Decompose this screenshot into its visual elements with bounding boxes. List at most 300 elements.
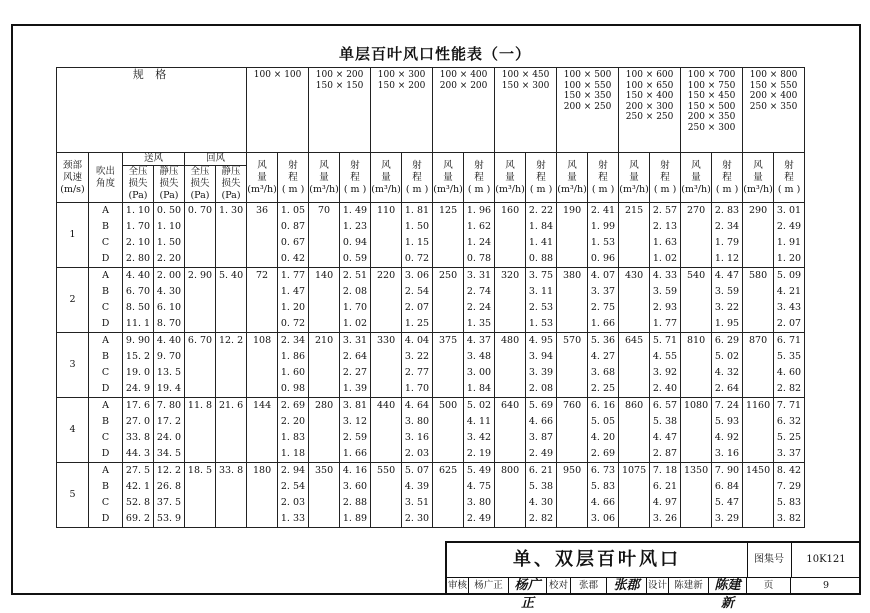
throw-cell xyxy=(402,203,433,268)
table-cell-value: 5. 47 xyxy=(714,497,740,508)
table-cell-value: 2. 82 xyxy=(528,513,554,524)
throw-cell xyxy=(526,463,557,528)
supply-total-loss-header xyxy=(123,166,154,203)
table-cell-value: 7. 80 xyxy=(156,400,182,411)
drawing-name: 单、双层百叶风口 xyxy=(447,543,748,578)
table-cell-value: 570 xyxy=(562,335,582,346)
angle-cell-stack xyxy=(89,463,122,527)
airflow-cell-stack xyxy=(619,203,649,219)
airflow-cell-stack xyxy=(619,463,649,479)
throw-cell-stack xyxy=(340,268,370,332)
supply-total-loss-cell xyxy=(123,203,154,268)
throw-header-line: ( m ) xyxy=(467,183,491,195)
table-cell-value: 2. 00 xyxy=(156,270,182,281)
table-cell-value: 24. 0 xyxy=(156,432,182,443)
table-cell-value: 2. 22 xyxy=(528,205,554,216)
table-cell-value: 4. 32 xyxy=(714,367,740,378)
return-static-loss-cell-stack xyxy=(216,268,246,284)
table-cell-value: B xyxy=(102,221,109,232)
table-cell-value: 6. 71 xyxy=(776,335,802,346)
throw-cell-stack xyxy=(464,463,494,527)
review-label: 审核 xyxy=(447,577,469,595)
throw-cell-stack xyxy=(712,463,742,527)
airflow-cell-stack xyxy=(247,333,277,349)
table-cell-value: 69. 2 xyxy=(125,513,151,524)
size-header xyxy=(371,68,433,153)
velocity-group-row xyxy=(57,333,867,398)
table-cell-value: 2. 34 xyxy=(280,335,306,346)
table-cell-value: 0. 87 xyxy=(280,221,306,232)
table-cell-value: 540 xyxy=(686,270,706,281)
table-cell-value: 1. 53 xyxy=(528,318,554,329)
table-cell-value: 1. 39 xyxy=(342,383,368,394)
table-cell-value: 4. 66 xyxy=(590,497,616,508)
throw-cell-stack xyxy=(464,268,494,332)
table-cell-value: 4. 21 xyxy=(776,286,802,297)
throw-cell-stack xyxy=(464,203,494,267)
supply-static-loss-cell xyxy=(154,398,185,463)
table-cell-value: 1. 95 xyxy=(714,318,740,329)
table-cell-value: 2. 49 xyxy=(466,513,492,524)
throw-cell-stack xyxy=(340,203,370,267)
table-cell-value: D xyxy=(101,318,110,329)
throw-cell-stack xyxy=(402,268,432,332)
atlas-number: 10K121 xyxy=(791,543,861,578)
table-cell-value: 3. 37 xyxy=(590,286,616,297)
size-label: 150 × 400 xyxy=(625,91,674,101)
static-loss-line: 静压 xyxy=(221,166,241,177)
table-cell-value: 2. 77 xyxy=(404,367,430,378)
throw-cell xyxy=(588,268,619,333)
size-label: 200 × 400 xyxy=(749,91,798,101)
table-cell-value: 6. 29 xyxy=(714,335,740,346)
return-static-loss-header xyxy=(216,166,247,203)
table-cell-value: 550 xyxy=(376,465,396,476)
airflow-cell xyxy=(247,398,278,463)
throw-cell-stack xyxy=(278,203,308,267)
table-cell-value: 1. 62 xyxy=(466,221,492,232)
table-cell-value: 0. 72 xyxy=(280,318,306,329)
throw-cell-stack xyxy=(402,398,432,462)
table-cell-value: 640 xyxy=(500,400,520,411)
table-cell-value: A xyxy=(102,205,109,216)
size-label: 200 × 300 xyxy=(625,101,674,112)
throw-header-line: 射 xyxy=(722,159,732,171)
airflow-cell-stack xyxy=(619,333,649,349)
size-label: 250 × 250 xyxy=(625,112,674,122)
table-cell-value: D xyxy=(101,448,110,459)
table-cell-value: 1. 66 xyxy=(342,448,368,459)
table-cell-value: 1350 xyxy=(683,465,709,476)
table-cell-value: 375 xyxy=(438,335,458,346)
table-cell-value: 13. 5 xyxy=(156,367,182,378)
size-label: 250 × 300 xyxy=(687,122,736,133)
airflow-cell xyxy=(495,203,526,268)
supply-total-loss-cell-stack xyxy=(123,333,153,397)
airflow-header-line: 量 xyxy=(567,171,577,183)
throw-cell-stack xyxy=(650,203,680,267)
airflow-cell-stack xyxy=(681,268,711,284)
throw-header-line: 程 xyxy=(784,171,794,183)
throw-cell xyxy=(402,333,433,398)
airflow-cell xyxy=(681,203,712,268)
table-cell-value: 1. 24 xyxy=(466,237,492,248)
table-cell-value: B xyxy=(102,481,109,492)
designer-signature: 陈建新 xyxy=(709,577,747,595)
velocity-group-row xyxy=(57,268,867,333)
return-total-loss-header xyxy=(185,166,216,203)
total-loss-line: 损失 xyxy=(190,178,210,189)
table-cell-value: 4. 47 xyxy=(714,270,740,281)
supply-static-loss-header xyxy=(154,166,185,203)
table-cell-value: 2. 54 xyxy=(280,481,306,492)
signature-row xyxy=(447,577,861,611)
table-cell-value: 2. 64 xyxy=(342,351,368,362)
table-cell-value: 5. 71 xyxy=(652,335,678,346)
supply-static-loss-cell xyxy=(154,333,185,398)
table-cell-value: C xyxy=(101,237,110,248)
table-cell-value: 4. 40 xyxy=(156,335,182,346)
table-cell-value: 4. 16 xyxy=(342,465,368,476)
airflow-cell-stack xyxy=(681,463,711,479)
airflow-cell xyxy=(619,203,650,268)
neck-velocity-cell: 1 xyxy=(57,203,89,268)
table-cell-value: 6. 16 xyxy=(590,400,616,411)
airflow-cell-stack xyxy=(433,398,463,414)
throw-header-line: 射 xyxy=(474,159,484,171)
table-cell-value: 870 xyxy=(748,335,768,346)
table-cell-value: 1. 96 xyxy=(466,205,492,216)
table-cell-value: 12. 2 xyxy=(218,335,244,346)
throw-cell-stack xyxy=(402,203,432,267)
airflow-cell xyxy=(681,268,712,333)
checker-signature: 张郡 xyxy=(607,577,647,595)
airflow-cell-stack xyxy=(495,333,525,349)
table-cell-value: 5. 69 xyxy=(528,400,554,411)
airflow-cell-stack xyxy=(371,203,401,219)
angle-header-line: 吹出 xyxy=(95,165,115,177)
airflow-cell xyxy=(371,268,402,333)
table-cell-value: 625 xyxy=(438,465,458,476)
neck-velocity-cell: 5 xyxy=(57,463,89,528)
table-cell-value: 2. 57 xyxy=(652,205,678,216)
check-label: 校对 xyxy=(547,577,571,595)
table-cell-value: 3. 31 xyxy=(342,335,368,346)
throw-cell xyxy=(278,203,309,268)
airflow-header xyxy=(619,153,650,203)
table-cell-value: 1. 41 xyxy=(528,237,554,248)
table-cell-value: 1. 91 xyxy=(776,237,802,248)
table-cell-value: 3. 01 xyxy=(776,205,802,216)
throw-cell-stack xyxy=(278,463,308,527)
table-cell-value: D xyxy=(101,253,110,264)
table-cell-value: 1. 05 xyxy=(280,205,306,216)
table-cell-value: 17. 2 xyxy=(156,416,182,427)
table-cell-value: 350 xyxy=(314,465,334,476)
table-cell-value: 2. 88 xyxy=(342,497,368,508)
table-cell-value: 3. 59 xyxy=(714,286,740,297)
table-cell-value: 33. 8 xyxy=(218,465,244,476)
airflow-cell-stack xyxy=(557,463,587,479)
throw-header xyxy=(712,153,743,203)
throw-cell-stack xyxy=(774,398,804,462)
velocity-group-row xyxy=(57,398,867,463)
table-cell-value: 5. 02 xyxy=(466,400,492,411)
static-loss-line: (Pa) xyxy=(159,190,179,201)
table-cell-value: 15. 2 xyxy=(125,351,151,362)
table-cell-value: 4. 37 xyxy=(466,335,492,346)
supply-total-loss-cell xyxy=(123,268,154,333)
table-cell-value: 215 xyxy=(624,205,644,216)
throw-header-line: 射 xyxy=(350,159,360,171)
size-label: 100 × 200 xyxy=(315,70,364,80)
table-cell-value: 5. 09 xyxy=(776,270,802,281)
throw-cell-stack xyxy=(774,203,804,267)
table-cell-value: 3. 59 xyxy=(652,286,678,297)
table-cell-value: 500 xyxy=(438,400,458,411)
table-cell-value: 1. 89 xyxy=(342,513,368,524)
airflow-header-line: 量 xyxy=(753,171,763,183)
angle-header xyxy=(89,153,123,203)
table-cell-value: 0. 72 xyxy=(404,253,430,264)
airflow-header-line: (m³/h) xyxy=(743,183,773,195)
airflow-cell-stack xyxy=(309,203,339,219)
table-cell-value: 480 xyxy=(500,335,520,346)
table-cell-value: 760 xyxy=(562,400,582,411)
airflow-cell xyxy=(743,333,774,398)
table-cell-value: 2. 83 xyxy=(714,205,740,216)
throw-cell xyxy=(340,203,371,268)
table-cell-value: 2. 93 xyxy=(652,302,678,313)
throw-cell xyxy=(774,398,805,463)
airflow-cell xyxy=(247,463,278,528)
table-cell-value: D xyxy=(101,383,110,394)
table-cell-value: 1. 81 xyxy=(404,205,430,216)
table-cell-value: 0. 94 xyxy=(342,237,368,248)
table-cell-value: 4. 47 xyxy=(652,432,678,443)
throw-cell xyxy=(774,463,805,528)
supply-header: 送风 xyxy=(123,153,185,166)
table-cell-value: 3. 75 xyxy=(528,270,554,281)
airflow-header-line: 风 xyxy=(443,159,453,171)
airflow-header xyxy=(371,153,402,203)
table-cell-value: 4. 40 xyxy=(125,270,151,281)
table-cell-value: 1080 xyxy=(683,400,709,411)
table-cell-value: 3. 22 xyxy=(404,351,430,362)
table-cell-value: 5. 38 xyxy=(652,416,678,427)
table-cell-value: 1. 60 xyxy=(280,367,306,378)
throw-cell-stack xyxy=(588,203,618,267)
table-cell-value: C xyxy=(101,497,110,508)
table-cell-value: 2. 64 xyxy=(714,383,740,394)
size-header xyxy=(681,68,743,153)
throw-cell-stack xyxy=(278,333,308,397)
airflow-header-line: 风 xyxy=(691,159,701,171)
throw-cell-stack xyxy=(650,398,680,462)
table-cell-value: 1. 79 xyxy=(714,237,740,248)
airflow-header-line: (m³/h) xyxy=(557,183,587,195)
throw-header-line: 射 xyxy=(598,159,608,171)
airflow-header-line: 量 xyxy=(257,171,267,183)
checker-name: 张郡 xyxy=(571,577,607,595)
throw-cell-stack xyxy=(340,333,370,397)
total-loss-line: 损失 xyxy=(128,178,148,189)
airflow-header-line: 风 xyxy=(381,159,391,171)
size-label: 200 × 350 xyxy=(687,112,736,122)
throw-cell xyxy=(712,463,743,528)
table-cell-value: 5. 35 xyxy=(776,351,802,362)
airflow-header xyxy=(247,153,278,203)
table-cell-value: 2. 90 xyxy=(187,270,213,281)
angle-cell xyxy=(89,398,123,463)
airflow-cell-stack xyxy=(371,333,401,349)
table-cell-value: 3. 06 xyxy=(590,513,616,524)
throw-header-line: 程 xyxy=(598,171,608,183)
airflow-cell xyxy=(681,398,712,463)
table-cell-value: 3. 26 xyxy=(652,513,678,524)
size-header xyxy=(309,68,371,153)
table-cell-value: 580 xyxy=(748,270,768,281)
airflow-cell xyxy=(743,268,774,333)
airflow-cell-stack xyxy=(619,398,649,414)
throw-cell xyxy=(588,203,619,268)
table-cell-value: 1075 xyxy=(621,465,647,476)
airflow-cell xyxy=(309,333,340,398)
throw-cell xyxy=(464,398,495,463)
throw-cell xyxy=(278,333,309,398)
table-cell-value: 108 xyxy=(252,335,272,346)
throw-cell xyxy=(712,398,743,463)
airflow-cell-stack xyxy=(309,463,339,479)
return-header: 回风 xyxy=(185,153,247,166)
return-static-loss-cell xyxy=(216,463,247,528)
return-static-loss-cell-stack xyxy=(216,398,246,414)
airflow-cell xyxy=(743,463,774,528)
table-cell-value: 330 xyxy=(376,335,396,346)
static-loss-line: 静压 xyxy=(159,166,179,177)
table-cell-value: 1. 20 xyxy=(280,302,306,313)
throw-header-line: 射 xyxy=(288,159,298,171)
table-cell-value: 2. 13 xyxy=(652,221,678,232)
table-cell-value: 190 xyxy=(562,205,582,216)
size-label: 100 × 450 xyxy=(501,70,550,80)
throw-cell xyxy=(278,398,309,463)
table-cell-value: 2. 87 xyxy=(652,448,678,459)
throw-header-line: 程 xyxy=(474,171,484,183)
airflow-cell-stack xyxy=(247,398,277,414)
table-cell-value: 3. 43 xyxy=(776,302,802,313)
throw-cell-stack xyxy=(712,203,742,267)
table-cell-value: 6. 21 xyxy=(652,481,678,492)
table-cell-value: 72 xyxy=(256,270,269,281)
throw-header-line: 射 xyxy=(412,159,422,171)
table-cell-value: 8. 50 xyxy=(125,302,151,313)
table-cell-value: 1. 99 xyxy=(590,221,616,232)
throw-cell-stack xyxy=(340,463,370,527)
throw-header-line: 射 xyxy=(660,159,670,171)
throw-header-line: ( m ) xyxy=(715,183,739,195)
airflow-cell xyxy=(433,268,464,333)
airflow-header-line: (m³/h) xyxy=(371,183,401,195)
table-cell-value: 2. 07 xyxy=(404,302,430,313)
table-cell-value: 125 xyxy=(438,205,458,216)
table-cell-value: 290 xyxy=(748,205,768,216)
throw-cell xyxy=(464,333,495,398)
size-header xyxy=(743,68,805,153)
airflow-header xyxy=(495,153,526,203)
throw-cell xyxy=(650,463,681,528)
table-cell-value: 1. 70 xyxy=(404,383,430,394)
table-cell-value: 2. 10 xyxy=(125,237,151,248)
table-cell-value: 1. 84 xyxy=(528,221,554,232)
table-cell-value: 7. 18 xyxy=(652,465,678,476)
table-cell-value: 3. 87 xyxy=(528,432,554,443)
table-cell-value: 5. 49 xyxy=(466,465,492,476)
static-loss-line: 损失 xyxy=(159,178,179,189)
airflow-cell xyxy=(433,203,464,268)
size-label: 100 × 550 xyxy=(563,80,612,91)
table-cell-value: 380 xyxy=(562,270,582,281)
table-cell-value: 2. 27 xyxy=(342,367,368,378)
throw-cell xyxy=(588,463,619,528)
table-cell-value: 9. 70 xyxy=(156,351,182,362)
return-total-loss-cell-stack xyxy=(185,268,215,284)
table-cell-value: 6. 73 xyxy=(590,465,616,476)
supply-static-loss-cell xyxy=(154,463,185,528)
supply-static-loss-cell-stack xyxy=(154,268,184,332)
table-cell-value: 0. 67 xyxy=(280,237,306,248)
table-cell-value: 160 xyxy=(500,205,520,216)
throw-cell xyxy=(526,203,557,268)
table-cell-value: 2. 07 xyxy=(776,318,802,329)
angle-cell xyxy=(89,203,123,268)
table-cell-value: 1450 xyxy=(745,465,771,476)
table-cell-value: 810 xyxy=(686,335,706,346)
airflow-cell-stack xyxy=(557,203,587,219)
airflow-header-line: 风 xyxy=(753,159,763,171)
airflow-cell-stack xyxy=(371,463,401,479)
size-label: 100 × 500 xyxy=(563,70,612,80)
airflow-header-line: (m³/h) xyxy=(433,183,463,195)
table-cell-value: 11. 8 xyxy=(187,400,213,411)
airflow-cell-stack xyxy=(619,268,649,284)
table-cell-value: 18. 5 xyxy=(187,465,213,476)
return-static-loss-cell xyxy=(216,333,247,398)
airflow-header-line: (m³/h) xyxy=(681,183,711,195)
airflow-header-line: 量 xyxy=(629,171,639,183)
spec-label: 规 格 xyxy=(57,68,247,153)
airflow-cell xyxy=(495,333,526,398)
throw-cell-stack xyxy=(774,333,804,397)
airflow-cell-stack xyxy=(681,398,711,414)
table-cell-value: 8. 70 xyxy=(156,318,182,329)
table-cell-value: 4. 04 xyxy=(404,335,430,346)
throw-header-line: 射 xyxy=(784,159,794,171)
table-cell-value: 1. 86 xyxy=(280,351,306,362)
table-cell-value: 2. 82 xyxy=(776,383,802,394)
throw-header-line: ( m ) xyxy=(777,183,801,195)
static-loss-line: (Pa) xyxy=(221,190,241,201)
return-static-loss-cell-stack xyxy=(216,463,246,479)
size-header xyxy=(495,68,557,153)
table-cell-value: 1. 12 xyxy=(714,253,740,264)
table-cell-value: 1. 77 xyxy=(652,318,678,329)
table-cell-value: 19. 4 xyxy=(156,383,182,394)
airflow-cell xyxy=(743,398,774,463)
table-cell-value: 4. 75 xyxy=(466,481,492,492)
table-cell-value: 5. 02 xyxy=(714,351,740,362)
throw-cell-stack xyxy=(650,268,680,332)
